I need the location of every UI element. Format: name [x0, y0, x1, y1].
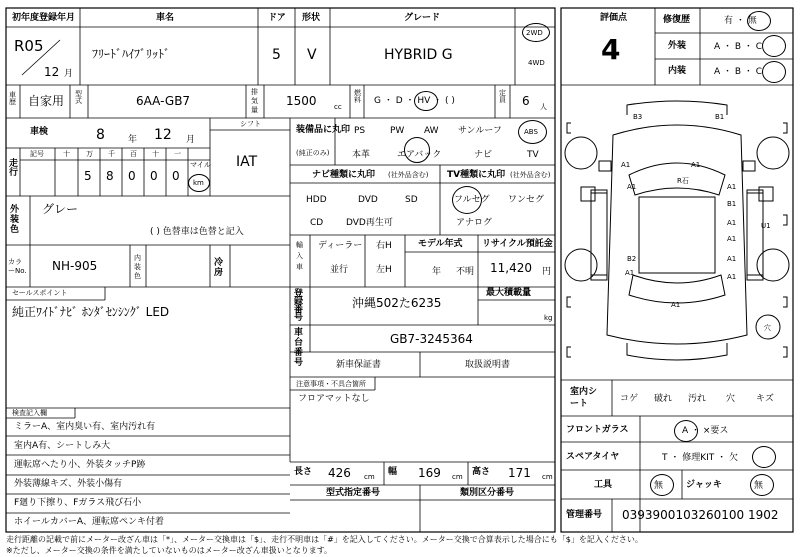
displacement-unit: cc — [334, 103, 342, 111]
front-glass-a-circle — [674, 420, 698, 442]
import-lh: 左H — [376, 265, 392, 275]
recycle-unit: 円 — [542, 267, 552, 277]
mark-a1-rdoor2: A1 — [727, 219, 737, 227]
equipment-note: (純正のみ) — [296, 149, 330, 157]
door-label: ドア — [268, 13, 286, 23]
import-dealer: ディーラー — [318, 241, 363, 251]
exterior-label: 外装 — [668, 41, 687, 51]
width-unit: cm — [452, 473, 463, 481]
equip-leather: 本革 — [352, 150, 371, 160]
sales-point-label: セールスポイント — [12, 289, 68, 297]
import-label: 輸入車 — [296, 241, 303, 271]
fuel-hv-circle — [414, 91, 438, 111]
mark-a1-lr: A1 — [625, 269, 635, 277]
repair-options: 有 ・ 無 — [724, 16, 757, 26]
equip-aw: AW — [424, 126, 439, 136]
recycle-label: リサイクル預託金 — [482, 239, 553, 249]
mileage-digit-3: 0 — [128, 169, 136, 183]
equip-abs-circle — [518, 120, 547, 144]
first-reg-month-unit: 月 — [64, 69, 74, 79]
first-reg-year: R05 — [14, 37, 44, 55]
inspection-year-unit: 年 — [128, 135, 138, 145]
exterior-color-value: グレー — [42, 202, 79, 216]
max-load-unit: kg — [544, 314, 553, 322]
jack-value: 無 — [754, 481, 764, 491]
control-no-label: 管理番号 — [566, 510, 603, 520]
control-no-value: 0393900103260100 1902 — [622, 508, 779, 522]
interior-options: A ・ B ・ C — [714, 67, 763, 77]
class-number-label: 類別区分番号 — [460, 488, 515, 498]
seat-burn: コゲ — [620, 394, 639, 404]
model-label: 型式 — [75, 90, 82, 105]
digit-header-1: 十 — [63, 150, 70, 158]
exterior-c-circle — [762, 35, 786, 57]
fuel-label: 燃料 — [354, 89, 361, 104]
mileage-digit-5: 0 — [172, 169, 180, 183]
inspection-year: 8 — [96, 127, 105, 143]
seat-tear: 破れ — [654, 394, 673, 404]
height-value: 171 — [508, 466, 531, 480]
interior-seat-label: 室内シート — [570, 387, 598, 409]
displacement-value: 1500 — [286, 94, 317, 108]
equipment-label: 装備品に丸印 — [296, 125, 351, 135]
eval-score: 4 — [601, 33, 621, 66]
owner-manual: 取扱説明書 — [465, 360, 511, 370]
drive-2wd: 2WD — [526, 29, 543, 37]
mileage-digit-1: 5 — [84, 169, 92, 183]
digit-header-2: 万 — [86, 150, 93, 158]
inspector-label: 検査記入欄 — [12, 409, 47, 417]
model-value: 6AA-GB7 — [136, 94, 191, 108]
chassis-value: GB7-3245364 — [390, 332, 473, 346]
equip-navi: ナビ — [474, 150, 493, 160]
inspector-line-2: 室内A有、シートしみ大 — [14, 441, 111, 451]
navi-dvd-play: DVD再生可 — [346, 218, 393, 228]
mark-bubble: 穴 — [764, 324, 771, 332]
digit-header-5: 十 — [152, 150, 159, 158]
equip-airbag-circle — [404, 137, 430, 163]
mileage-digit-2: 8 — [106, 169, 114, 183]
eval-label: 評価点 — [600, 13, 628, 23]
inspection-label: 車検 — [30, 127, 49, 137]
equip-ps: PS — [354, 126, 366, 136]
inspector-line-3: 運転席へたり小、外装タッチP跡 — [14, 460, 146, 470]
mileage-mile-label: マイル — [190, 161, 211, 169]
height-unit: cm — [542, 473, 553, 481]
equip-tv: TV — [527, 150, 539, 160]
mileage-symbol-label: 記号 — [30, 150, 44, 158]
doors-value: 5 — [272, 47, 281, 63]
max-load-label: 最大積載量 — [486, 288, 532, 298]
mark-b1-top: B1 — [715, 113, 725, 121]
digit-header-6: 一 — [174, 150, 181, 158]
color-code-label: カラーNo. — [8, 258, 27, 275]
car-diagram — [561, 85, 793, 380]
import-parallel: 並行 — [330, 265, 349, 275]
footer-note-2: ※ただし、メーター交換の条件を満たしていないものはメーター改ざん車扱いとなります。 — [6, 546, 333, 555]
jack-none-circle — [750, 474, 774, 496]
drive-2wd-circle — [522, 23, 550, 42]
spare-tire-none-circle — [752, 446, 776, 468]
new-car-warranty: 新車保証書 — [336, 360, 382, 370]
use-label: 車歴 — [9, 91, 16, 106]
mark-b3: B3 — [633, 113, 643, 121]
tv-type-note: (社外品含む) — [510, 171, 551, 179]
footer-note-1: 走行距離の記載で前にメーター改ざん車は「*」、メーター交換車は「$」、走行不明車は「#」を記入してください。メーター交換で合算表示した場合にも「$」を記入ください。 — [6, 535, 643, 544]
shape-label: 形状 — [302, 13, 321, 23]
mileage-label: 走行 — [9, 159, 19, 178]
plate-value: 沖縄502た6235 — [352, 296, 442, 310]
navi-type-note: (社外品含む) — [388, 171, 429, 179]
car-name: ﾌﾘｰﾄﾞﾊｲﾌﾞﾘｯﾄﾞ — [92, 47, 171, 61]
tv-analog: アナログ — [456, 218, 493, 228]
first-reg-label: 初年度登録年月 — [12, 13, 76, 23]
front-glass-options: A ・ ×要ス — [682, 426, 729, 436]
shape-value: V — [307, 47, 317, 63]
inspector-line-5: F廻り下擦り、Fガラス飛び石小 — [14, 498, 142, 508]
navi-hdd: HDD — [306, 195, 327, 205]
mark-a1-fl: A1 — [621, 161, 631, 169]
mark-a1-rear: A1 — [671, 301, 681, 309]
fuel-options: G ・ D ・ HV ・ ( ) — [374, 96, 455, 106]
mark-a1-lhood: A1 — [627, 183, 637, 191]
interior-color-label: 内装色 — [134, 254, 141, 280]
tv-fullseg: フルセグ — [454, 195, 490, 205]
equip-sunroof: サンルーフ — [458, 126, 502, 136]
seat-stain: 汚れ — [688, 394, 707, 404]
recycle-value: 11,420 — [490, 261, 532, 275]
color-code-value: NH-905 — [52, 259, 98, 273]
digit-header-4: 百 — [130, 150, 137, 158]
import-rh: 右H — [376, 241, 392, 251]
displacement-label: 排気量 — [251, 88, 258, 114]
color-change-note: ( ) 色替車は色替と記入 — [150, 227, 244, 237]
seat-scratch: キズ — [756, 394, 774, 404]
spare-tire-options: T ・ 修理KIT ・ 欠 — [662, 453, 738, 463]
grade-value: HYBRID G — [384, 47, 453, 63]
shift-label: シフト — [240, 120, 261, 128]
mileage-km-circle — [188, 174, 210, 192]
tv-type-label: TV種類に丸印 — [447, 170, 506, 180]
tv-oneseg: ワンセグ — [508, 195, 545, 205]
interior-c-circle — [762, 61, 786, 83]
capacity-label: 定員 — [499, 89, 506, 104]
repair-none-circle — [747, 11, 771, 31]
mark-a1-rrear: A1 — [727, 235, 737, 243]
jack-label: ジャッキ — [686, 480, 722, 490]
equip-abs: ABS — [524, 128, 538, 136]
grade-label: グレード — [404, 13, 441, 23]
capacity-value: 6 — [522, 94, 530, 108]
model-year-label: モデル年式 — [418, 239, 463, 249]
sales-point-text: 純正ﾜｲﾄﾞﾅﾋﾞ ﾎﾝﾀﾞｾﾝｼﾝｸﾞ LED — [12, 305, 170, 319]
interior-label: 内装 — [668, 66, 687, 76]
mark-a1-rfront: A1 — [727, 183, 737, 191]
model-year-unit: 年 — [432, 267, 442, 277]
inspection-month-unit: 月 — [186, 135, 196, 145]
plate-label: 登録番号 — [294, 289, 304, 323]
height-label: 高さ — [472, 467, 491, 477]
tools-none-circle — [650, 474, 674, 496]
ac-label: 冷房 — [214, 258, 224, 278]
navi-dvd: DVD — [358, 195, 378, 205]
mark-a1-fr: A1 — [691, 161, 701, 169]
chassis-label: 車台番号 — [294, 328, 304, 368]
repair-label: 修復歴 — [663, 15, 691, 25]
front-glass-label: フロントガラス — [566, 425, 629, 435]
mark-u1: U1 — [761, 222, 771, 230]
notes-text: フロアマットなし — [298, 394, 370, 404]
mileage-digit-4: 0 — [150, 169, 158, 183]
mark-r-stone: R石 — [677, 177, 689, 185]
equip-airbag: エアバック — [397, 150, 442, 160]
mark-b2: B2 — [627, 255, 637, 263]
tools-label: 工具 — [594, 480, 613, 490]
model-year-value: 不明 — [456, 267, 475, 277]
tools-value: 無 — [654, 481, 664, 491]
length-unit: cm — [364, 473, 375, 481]
drive-4wd: 4WD — [528, 59, 545, 67]
equip-pw: PW — [390, 126, 405, 136]
inspector-line-6: ホイールカバーA、運転席ペンキ付着 — [14, 517, 164, 527]
inspection-month: 12 — [154, 127, 172, 143]
mark-b1-rdoor: B1 — [727, 200, 737, 208]
digit-header-3: 千 — [108, 150, 115, 158]
capacity-unit: 人 — [540, 103, 547, 111]
notes-label: 注意事項・不具合箇所 — [296, 380, 366, 388]
use-value: 自家用 — [28, 94, 65, 108]
inspector-line-1: ミラーA、室内臭い有、室内汚れ有 — [14, 422, 156, 432]
mileage-km: km — [193, 179, 204, 187]
first-reg-month: 12 — [44, 65, 60, 79]
width-label: 幅 — [388, 467, 398, 477]
width-value: 169 — [418, 466, 441, 480]
length-label: 長さ — [294, 467, 313, 477]
navi-type-label: ナビ種類に丸印 — [312, 170, 376, 180]
type-designation-label: 型式指定番号 — [326, 488, 381, 498]
navi-cd: CD — [310, 218, 324, 228]
navi-sd: SD — [405, 195, 418, 205]
seat-hole: 穴 — [726, 394, 736, 404]
tv-fullseg-circle — [452, 186, 482, 214]
spare-tire-label: スペアタイヤ — [566, 452, 620, 462]
length-value: 426 — [328, 466, 351, 480]
mark-a1-rr: A1 — [727, 255, 737, 263]
exterior-options: A ・ B ・ C — [714, 42, 763, 52]
shift-value: IAT — [236, 154, 258, 170]
car-name-label: 車名 — [156, 13, 175, 23]
exterior-color-label: 外装色 — [10, 205, 20, 235]
inspector-line-4: 外装薄線キズ、外装小傷有 — [14, 479, 123, 489]
mark-a1-rrr: A1 — [727, 273, 737, 281]
